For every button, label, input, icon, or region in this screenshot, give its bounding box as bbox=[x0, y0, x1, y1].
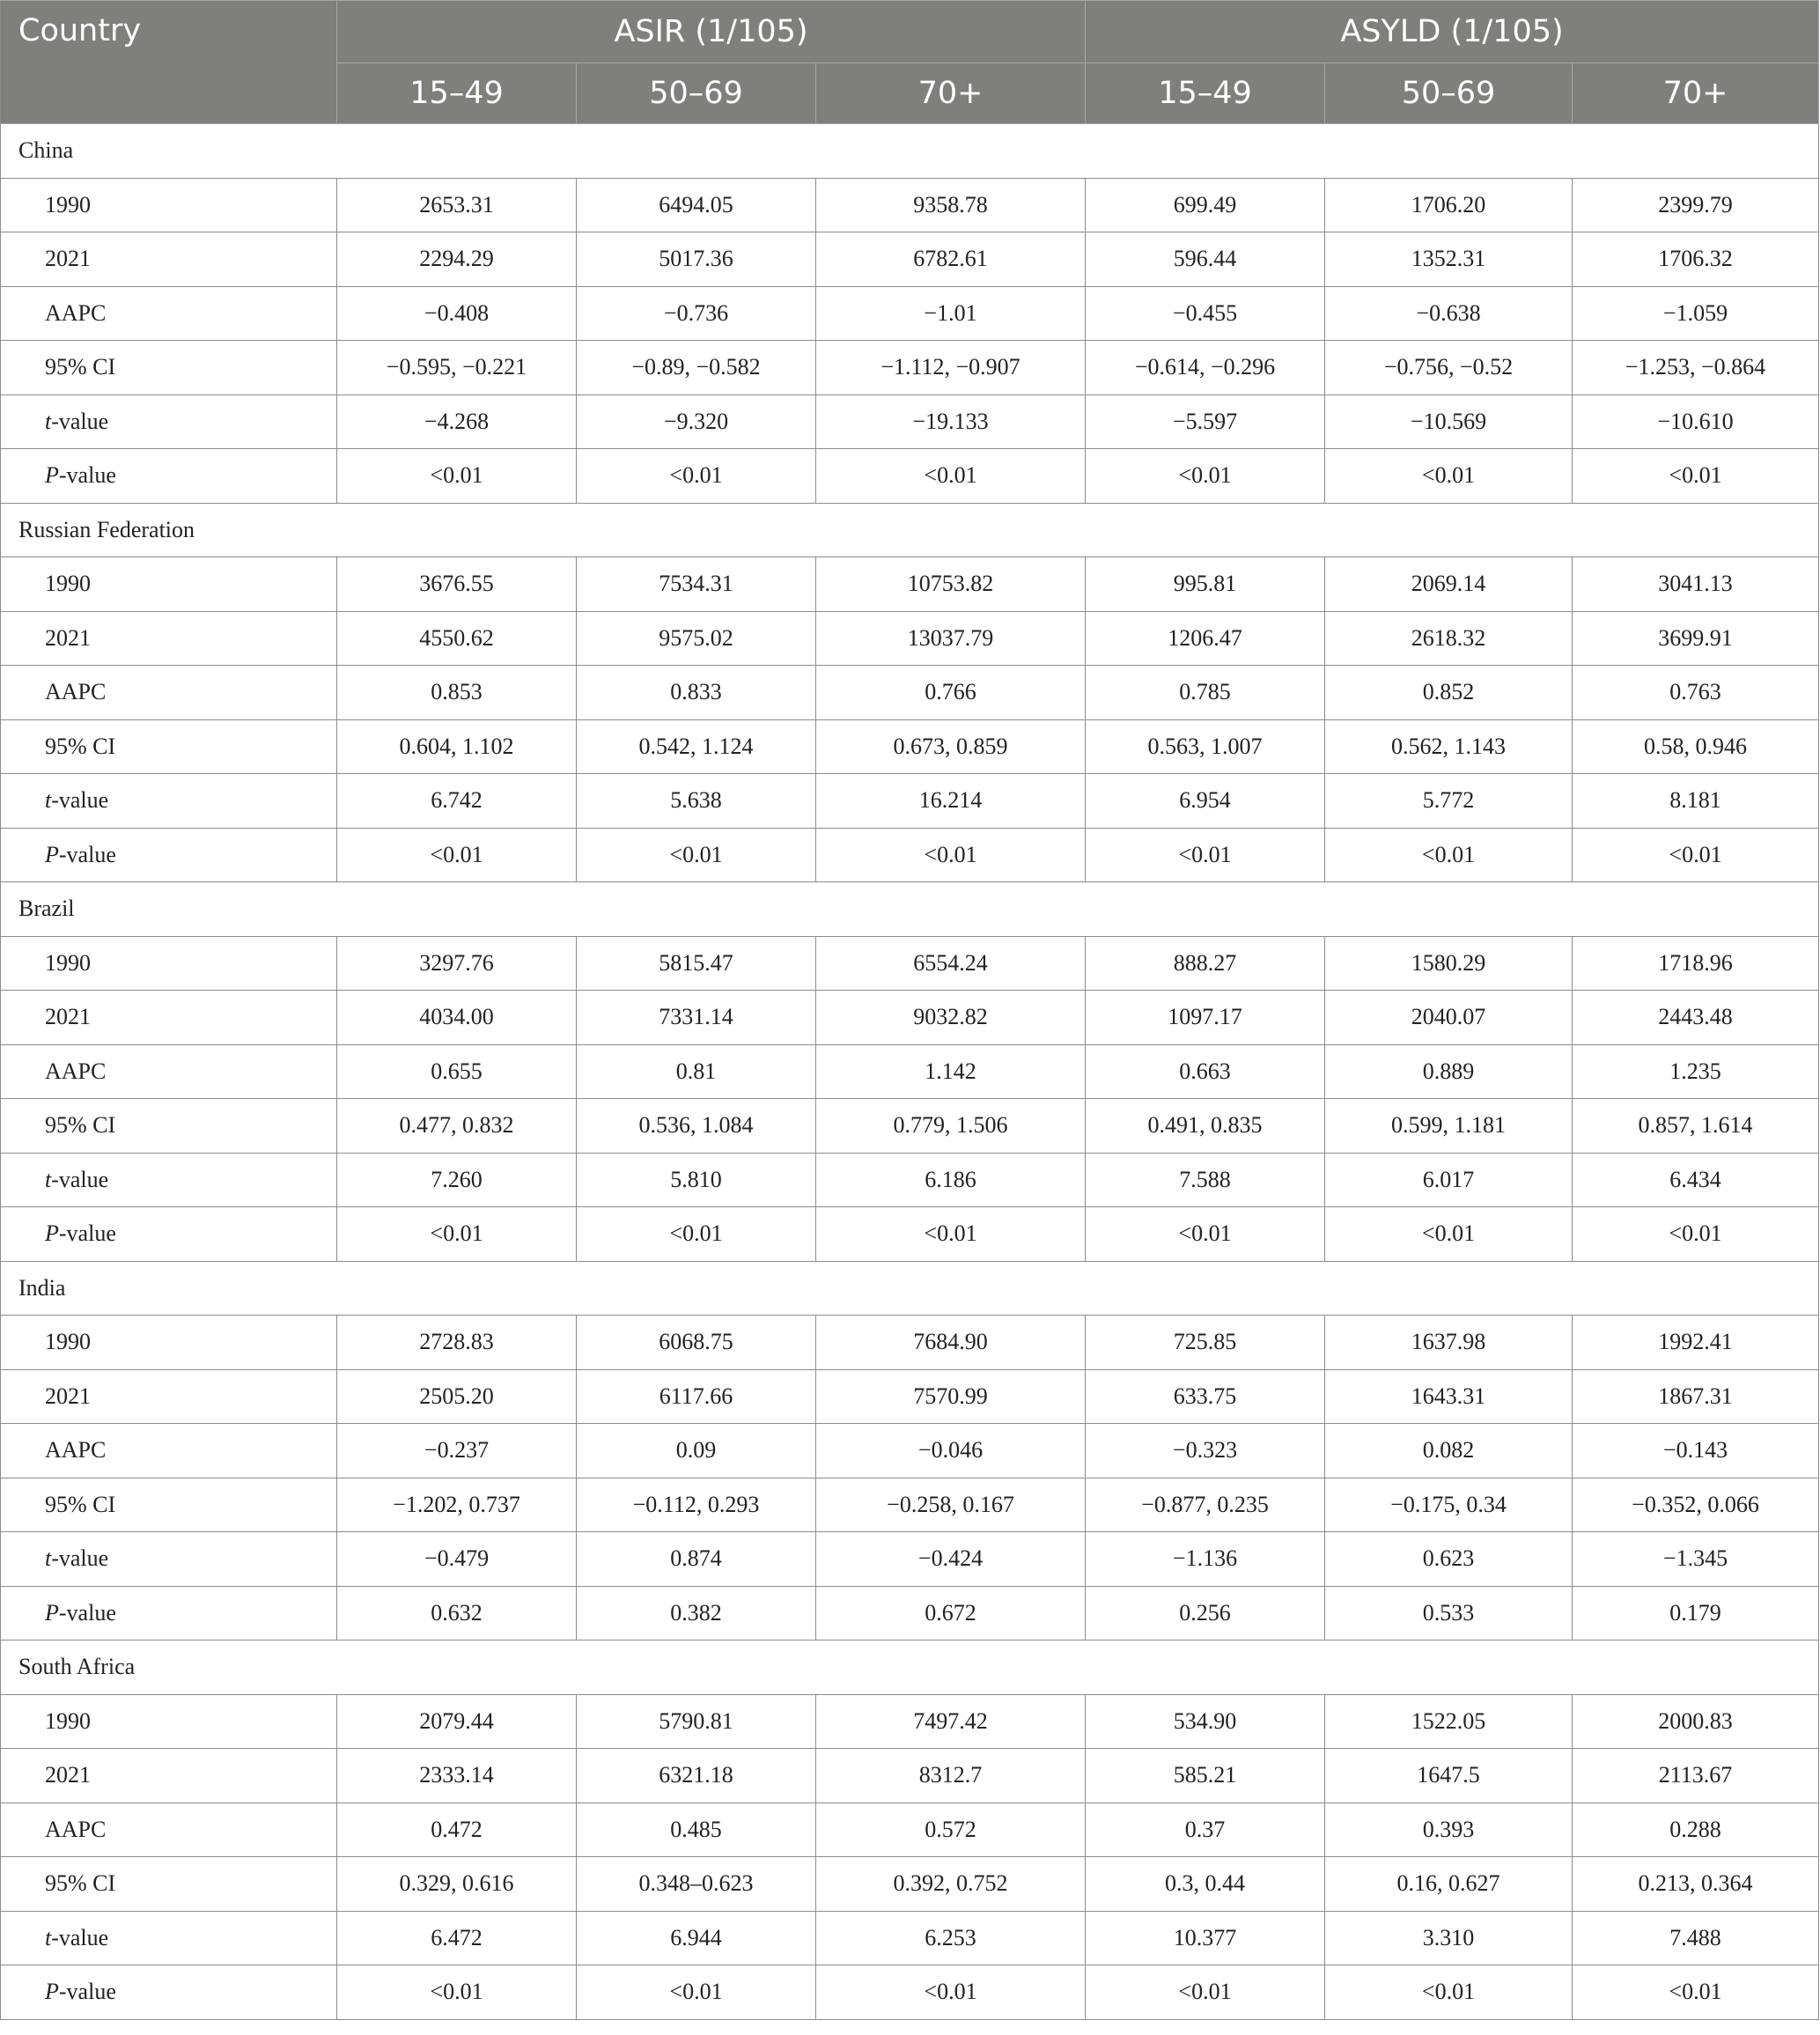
table-cell: 6.954 bbox=[1086, 774, 1325, 829]
row-label: 95% CI bbox=[1, 341, 337, 395]
country-name: Russian Federation bbox=[1, 503, 1819, 557]
table-cell: <0.01 bbox=[337, 1965, 577, 2020]
table-cell: −1.059 bbox=[1573, 286, 1819, 341]
row-label: 2021 bbox=[1, 611, 337, 666]
table-cell: 0.763 bbox=[1573, 666, 1819, 720]
table-cell: 9575.02 bbox=[577, 611, 816, 666]
row-label: 1990 bbox=[1, 178, 337, 232]
table-cell: 6554.24 bbox=[816, 936, 1086, 991]
table-cell: 1992.41 bbox=[1573, 1316, 1819, 1370]
table-cell: 5790.81 bbox=[577, 1694, 816, 1749]
table-cell: −19.133 bbox=[816, 394, 1086, 449]
table-cell: 0.37 bbox=[1086, 1803, 1325, 1857]
table-cell: −0.736 bbox=[577, 286, 816, 341]
table-cell: <0.01 bbox=[1325, 449, 1573, 504]
table-cell: 0.853 bbox=[337, 666, 577, 720]
table-cell: 8312.7 bbox=[816, 1749, 1086, 1803]
table-cell: 0.889 bbox=[1325, 1044, 1573, 1099]
table-row bbox=[1, 341, 1819, 395]
table-cell: <0.01 bbox=[577, 828, 816, 882]
table-cell: 1097.17 bbox=[1086, 991, 1325, 1045]
table-row bbox=[1, 1749, 1819, 1803]
table-cell: 4034.00 bbox=[337, 991, 577, 1045]
table-cell: 0.213, 0.364 bbox=[1573, 1857, 1819, 1912]
table-cell: −1.136 bbox=[1086, 1532, 1325, 1587]
header-age: 15–49 bbox=[1086, 63, 1325, 124]
table-cell: 6117.66 bbox=[577, 1369, 816, 1424]
row-label bbox=[1, 828, 337, 882]
table-row bbox=[1, 1857, 1819, 1912]
table-cell: 6.253 bbox=[816, 1911, 1086, 1965]
table-cell: 0.833 bbox=[577, 666, 816, 720]
table-row bbox=[1, 1316, 1819, 1370]
table-cell: 725.85 bbox=[1086, 1316, 1325, 1370]
table-cell: 0.288 bbox=[1573, 1803, 1819, 1857]
table-cell: 6.472 bbox=[337, 1911, 577, 1965]
table-cell: 2333.14 bbox=[337, 1749, 577, 1803]
table-cell: 0.393 bbox=[1325, 1803, 1573, 1857]
row-label: AAPC bbox=[1, 286, 337, 341]
table-cell: 0.562, 1.143 bbox=[1325, 719, 1573, 774]
table-cell: <0.01 bbox=[577, 449, 816, 504]
table-cell: 6782.61 bbox=[816, 232, 1086, 287]
table-cell: 2113.67 bbox=[1573, 1749, 1819, 1803]
table-cell: 2069.14 bbox=[1325, 557, 1573, 612]
table-row bbox=[1, 1694, 1819, 1749]
table-cell: 0.857, 1.614 bbox=[1573, 1099, 1819, 1154]
row-label-symbol: t bbox=[45, 1166, 52, 1192]
table-cell: <0.01 bbox=[816, 828, 1086, 882]
row-label: 1990 bbox=[1, 1694, 337, 1749]
row-label: AAPC bbox=[1, 666, 337, 720]
table-cell: 2294.29 bbox=[337, 232, 577, 287]
table-row bbox=[1, 394, 1819, 449]
row-label-symbol: t bbox=[45, 408, 52, 434]
table-cell: 0.533 bbox=[1325, 1586, 1573, 1641]
header-age: 15–49 bbox=[337, 63, 577, 124]
table-cell: 0.779, 1.506 bbox=[816, 1099, 1086, 1154]
country-name: China bbox=[1, 124, 1819, 179]
table-cell: 1522.05 bbox=[1325, 1694, 1573, 1749]
table-cell: −0.323 bbox=[1086, 1424, 1325, 1478]
table-cell: 0.16, 0.627 bbox=[1325, 1857, 1573, 1912]
header-group-asyld: ASYLD (1/105) bbox=[1086, 1, 1819, 63]
table-cell: 2040.07 bbox=[1325, 991, 1573, 1045]
table-cell: 3699.91 bbox=[1573, 611, 1819, 666]
table-cell: 0.382 bbox=[577, 1586, 816, 1641]
row-label: 1990 bbox=[1, 557, 337, 612]
row-label bbox=[1, 394, 337, 449]
table-cell: −0.143 bbox=[1573, 1424, 1819, 1478]
table-cell: 5.810 bbox=[577, 1153, 816, 1207]
table-cell: <0.01 bbox=[577, 1965, 816, 2020]
table-row bbox=[1, 449, 1819, 504]
row-label-suffix: -value bbox=[51, 408, 109, 434]
table-cell: 6.186 bbox=[816, 1153, 1086, 1207]
table-cell: 6.742 bbox=[337, 774, 577, 829]
table-cell: 0.542, 1.124 bbox=[577, 719, 816, 774]
table-cell: <0.01 bbox=[816, 1207, 1086, 1262]
table-cell: 0.599, 1.181 bbox=[1325, 1099, 1573, 1154]
table-cell: 1647.5 bbox=[1325, 1749, 1573, 1803]
country-name: India bbox=[1, 1261, 1819, 1316]
row-label-suffix: -value bbox=[58, 1979, 116, 2005]
table-cell: 3297.76 bbox=[337, 936, 577, 991]
table-cell: <0.01 bbox=[1086, 1965, 1325, 2020]
table-cell: 5.638 bbox=[577, 774, 816, 829]
row-label-suffix: -value bbox=[58, 1220, 116, 1247]
row-label: 2021 bbox=[1, 1369, 337, 1424]
table-cell: 6068.75 bbox=[577, 1316, 816, 1370]
row-label: 2021 bbox=[1, 1749, 337, 1803]
table-cell: 0.623 bbox=[1325, 1532, 1573, 1587]
table-cell: <0.01 bbox=[1086, 1207, 1325, 1262]
table-cell: −1.253, −0.864 bbox=[1573, 341, 1819, 395]
table-cell: −1.202, 0.737 bbox=[337, 1478, 577, 1532]
table-cell: 1637.98 bbox=[1325, 1316, 1573, 1370]
row-label-symbol: P bbox=[45, 462, 59, 489]
row-label bbox=[1, 774, 337, 829]
table-cell: 4550.62 bbox=[337, 611, 577, 666]
table-cell: 7.488 bbox=[1573, 1911, 1819, 1965]
table-cell: <0.01 bbox=[1573, 1207, 1819, 1262]
table-cell: 5017.36 bbox=[577, 232, 816, 287]
header-age: 50–69 bbox=[577, 63, 816, 124]
table-cell: 2618.32 bbox=[1325, 611, 1573, 666]
table-cell: −0.455 bbox=[1086, 286, 1325, 341]
table-cell: 2000.83 bbox=[1573, 1694, 1819, 1749]
table-cell: <0.01 bbox=[1573, 449, 1819, 504]
row-label: AAPC bbox=[1, 1424, 337, 1478]
table-cell: 534.90 bbox=[1086, 1694, 1325, 1749]
table-cell: 10.377 bbox=[1086, 1911, 1325, 1965]
table-cell: 0.572 bbox=[816, 1803, 1086, 1857]
table-cell: −0.638 bbox=[1325, 286, 1573, 341]
table-cell: 0.348–0.623 bbox=[577, 1857, 816, 1912]
country-row bbox=[1, 503, 1819, 557]
table-cell: −0.408 bbox=[337, 286, 577, 341]
table-cell: 1718.96 bbox=[1573, 936, 1819, 991]
table-cell: 5815.47 bbox=[577, 936, 816, 991]
table-cell: 3.310 bbox=[1325, 1911, 1573, 1965]
table-cell: −1.112, −0.907 bbox=[816, 341, 1086, 395]
row-label-symbol: P bbox=[45, 1220, 59, 1247]
table-cell: 7497.42 bbox=[816, 1694, 1086, 1749]
table-cell: 2079.44 bbox=[337, 1694, 577, 1749]
table-cell: 9358.78 bbox=[816, 178, 1086, 232]
table-cell: <0.01 bbox=[1325, 1207, 1573, 1262]
row-label: 1990 bbox=[1, 1316, 337, 1370]
table-body bbox=[1, 124, 1819, 2020]
table-cell: 1580.29 bbox=[1325, 936, 1573, 991]
table-cell: 0.655 bbox=[337, 1044, 577, 1099]
header-age: 70+ bbox=[816, 63, 1086, 124]
table-cell: −0.877, 0.235 bbox=[1086, 1478, 1325, 1532]
table-row bbox=[1, 1478, 1819, 1532]
table-cell: 13037.79 bbox=[816, 611, 1086, 666]
table-cell: −0.112, 0.293 bbox=[577, 1478, 816, 1532]
table-cell: 0.785 bbox=[1086, 666, 1325, 720]
table-cell: 0.472 bbox=[337, 1803, 577, 1857]
header-country: Country bbox=[1, 1, 337, 124]
table-cell: 0.09 bbox=[577, 1424, 816, 1478]
row-label: 95% CI bbox=[1, 1478, 337, 1532]
table-cell: 2443.48 bbox=[1573, 991, 1819, 1045]
table-cell: 0.256 bbox=[1086, 1586, 1325, 1641]
table-cell: −0.258, 0.167 bbox=[816, 1478, 1086, 1532]
table-cell: 6494.05 bbox=[577, 178, 816, 232]
table-row bbox=[1, 1369, 1819, 1424]
table-cell: 7684.90 bbox=[816, 1316, 1086, 1370]
table-cell: 585.21 bbox=[1086, 1749, 1325, 1803]
table-cell: 0.766 bbox=[816, 666, 1086, 720]
table-header bbox=[1, 1, 1819, 124]
table-row bbox=[1, 1153, 1819, 1207]
table-cell: <0.01 bbox=[816, 1965, 1086, 2020]
table-row bbox=[1, 611, 1819, 666]
table-cell: <0.01 bbox=[337, 828, 577, 882]
table-cell: 16.214 bbox=[816, 774, 1086, 829]
table-cell: 1706.20 bbox=[1325, 178, 1573, 232]
row-label: 95% CI bbox=[1, 1857, 337, 1912]
table-cell: 8.181 bbox=[1573, 774, 1819, 829]
table-cell: 0.392, 0.752 bbox=[816, 1857, 1086, 1912]
header-row-groups bbox=[1, 1, 1819, 63]
row-label: AAPC bbox=[1, 1044, 337, 1099]
table-row bbox=[1, 719, 1819, 774]
table-row bbox=[1, 666, 1819, 720]
table-cell: 0.632 bbox=[337, 1586, 577, 1641]
row-label bbox=[1, 1965, 337, 2020]
table-cell: 0.58, 0.946 bbox=[1573, 719, 1819, 774]
row-label-suffix: -value bbox=[51, 787, 109, 814]
table-row bbox=[1, 1099, 1819, 1154]
table-row bbox=[1, 286, 1819, 341]
row-label bbox=[1, 1911, 337, 1965]
table-row bbox=[1, 774, 1819, 829]
table-cell: −0.046 bbox=[816, 1424, 1086, 1478]
table-cell: 6.944 bbox=[577, 1911, 816, 1965]
table-cell: −0.614, −0.296 bbox=[1086, 341, 1325, 395]
table-cell: 1867.31 bbox=[1573, 1369, 1819, 1424]
table-cell: 7.260 bbox=[337, 1153, 577, 1207]
row-label-suffix: -value bbox=[58, 1599, 116, 1626]
table-cell: <0.01 bbox=[337, 1207, 577, 1262]
row-label bbox=[1, 1153, 337, 1207]
table-cell: <0.01 bbox=[337, 449, 577, 504]
table-cell: <0.01 bbox=[1573, 1965, 1819, 2020]
table-cell: 7.588 bbox=[1086, 1153, 1325, 1207]
table-cell: 0.672 bbox=[816, 1586, 1086, 1641]
row-label bbox=[1, 1207, 337, 1262]
table-cell: 10753.82 bbox=[816, 557, 1086, 612]
table-cell: 0.082 bbox=[1325, 1424, 1573, 1478]
table-cell: <0.01 bbox=[1086, 449, 1325, 504]
row-label-symbol: t bbox=[45, 787, 52, 814]
table-cell: 0.852 bbox=[1325, 666, 1573, 720]
row-label-suffix: -value bbox=[51, 1924, 109, 1950]
table-row bbox=[1, 1586, 1819, 1641]
table-row bbox=[1, 1207, 1819, 1262]
table-cell: 0.179 bbox=[1573, 1586, 1819, 1641]
table-cell: 2653.31 bbox=[337, 178, 577, 232]
table-cell: 7331.14 bbox=[577, 991, 816, 1045]
row-label: 95% CI bbox=[1, 1099, 337, 1154]
table-cell: 1352.31 bbox=[1325, 232, 1573, 287]
table-cell: 2505.20 bbox=[337, 1369, 577, 1424]
table-cell: −0.352, 0.066 bbox=[1573, 1478, 1819, 1532]
table-cell: 6.017 bbox=[1325, 1153, 1573, 1207]
table-row bbox=[1, 232, 1819, 287]
table-cell: 7570.99 bbox=[816, 1369, 1086, 1424]
row-label-suffix: -value bbox=[51, 1166, 109, 1192]
table-row bbox=[1, 936, 1819, 991]
table-cell: 6.434 bbox=[1573, 1153, 1819, 1207]
table-cell: 888.27 bbox=[1086, 936, 1325, 991]
table-cell: 1.142 bbox=[816, 1044, 1086, 1099]
row-label bbox=[1, 449, 337, 504]
table-row bbox=[1, 1044, 1819, 1099]
table-cell: −5.597 bbox=[1086, 394, 1325, 449]
table-cell: −10.610 bbox=[1573, 394, 1819, 449]
header-age: 70+ bbox=[1573, 63, 1819, 124]
table-cell: 0.485 bbox=[577, 1803, 816, 1857]
table-row bbox=[1, 557, 1819, 612]
table-cell: 0.477, 0.832 bbox=[337, 1099, 577, 1154]
row-label: 1990 bbox=[1, 936, 337, 991]
table-cell: −4.268 bbox=[337, 394, 577, 449]
row-label: 2021 bbox=[1, 232, 337, 287]
table-cell: 1643.31 bbox=[1325, 1369, 1573, 1424]
header-group-asir: ASIR (1/105) bbox=[337, 1, 1086, 63]
table-row bbox=[1, 1803, 1819, 1857]
table-cell: −9.320 bbox=[577, 394, 816, 449]
country-name: Brazil bbox=[1, 882, 1819, 937]
table-row bbox=[1, 1424, 1819, 1478]
row-label-suffix: -value bbox=[58, 841, 116, 867]
row-label-symbol: P bbox=[45, 1599, 59, 1626]
table-cell: 633.75 bbox=[1086, 1369, 1325, 1424]
table-row bbox=[1, 828, 1819, 882]
row-label bbox=[1, 1586, 337, 1641]
row-label: 2021 bbox=[1, 991, 337, 1045]
table-cell: 0.604, 1.102 bbox=[337, 719, 577, 774]
row-label-symbol: P bbox=[45, 841, 59, 867]
table-cell: −0.479 bbox=[337, 1532, 577, 1587]
table-cell: <0.01 bbox=[1325, 828, 1573, 882]
row-label-symbol: P bbox=[45, 1979, 59, 2005]
table-cell: 0.563, 1.007 bbox=[1086, 719, 1325, 774]
table-row bbox=[1, 178, 1819, 232]
table-cell: 0.329, 0.616 bbox=[337, 1857, 577, 1912]
table-cell: −0.595, −0.221 bbox=[337, 341, 577, 395]
table-cell: <0.01 bbox=[1325, 1965, 1573, 2020]
table-cell: 3676.55 bbox=[337, 557, 577, 612]
table-cell: <0.01 bbox=[1573, 828, 1819, 882]
table-cell: 5.772 bbox=[1325, 774, 1573, 829]
table-cell: −1.345 bbox=[1573, 1532, 1819, 1587]
table-cell: 3041.13 bbox=[1573, 557, 1819, 612]
table-cell: 0.81 bbox=[577, 1044, 816, 1099]
country-row bbox=[1, 882, 1819, 937]
row-label-symbol: t bbox=[45, 1545, 52, 1572]
table-cell: 7534.31 bbox=[577, 557, 816, 612]
table-cell: <0.01 bbox=[1086, 828, 1325, 882]
table-cell: 1206.47 bbox=[1086, 611, 1325, 666]
table-cell: −0.756, −0.52 bbox=[1325, 341, 1573, 395]
table-cell: 699.49 bbox=[1086, 178, 1325, 232]
table-row bbox=[1, 1965, 1819, 2020]
table-cell: 1706.32 bbox=[1573, 232, 1819, 287]
table-cell: −0.237 bbox=[337, 1424, 577, 1478]
country-row bbox=[1, 1641, 1819, 1695]
country-row bbox=[1, 1261, 1819, 1316]
table-cell: 2399.79 bbox=[1573, 178, 1819, 232]
table-cell: 0.491, 0.835 bbox=[1086, 1099, 1325, 1154]
table-row bbox=[1, 1911, 1819, 1965]
header-age: 50–69 bbox=[1325, 63, 1573, 124]
table-cell: 0.874 bbox=[577, 1532, 816, 1587]
table-cell: 2728.83 bbox=[337, 1316, 577, 1370]
table-cell: 9032.82 bbox=[816, 991, 1086, 1045]
table-cell: 596.44 bbox=[1086, 232, 1325, 287]
country-name: South Africa bbox=[1, 1641, 1819, 1695]
table-row bbox=[1, 1532, 1819, 1587]
table-cell: 0.536, 1.084 bbox=[577, 1099, 816, 1154]
table-cell: −10.569 bbox=[1325, 394, 1573, 449]
row-label-suffix: -value bbox=[58, 462, 116, 489]
table-cell: −0.89, −0.582 bbox=[577, 341, 816, 395]
row-label: AAPC bbox=[1, 1803, 337, 1857]
table-cell: <0.01 bbox=[577, 1207, 816, 1262]
table-cell: 1.235 bbox=[1573, 1044, 1819, 1099]
row-label: 95% CI bbox=[1, 719, 337, 774]
table-cell: 995.81 bbox=[1086, 557, 1325, 612]
table-cell: 0.663 bbox=[1086, 1044, 1325, 1099]
table-cell: −1.01 bbox=[816, 286, 1086, 341]
table-cell: −0.175, 0.34 bbox=[1325, 1478, 1573, 1532]
table-cell: 6321.18 bbox=[577, 1749, 816, 1803]
table-cell: 0.673, 0.859 bbox=[816, 719, 1086, 774]
table-row bbox=[1, 991, 1819, 1045]
row-label bbox=[1, 1532, 337, 1587]
row-label-symbol: t bbox=[45, 1924, 52, 1950]
table-cell: <0.01 bbox=[816, 449, 1086, 504]
country-row bbox=[1, 124, 1819, 179]
row-label-suffix: -value bbox=[51, 1545, 109, 1572]
table-cell: −0.424 bbox=[816, 1532, 1086, 1587]
table-cell: 0.3, 0.44 bbox=[1086, 1857, 1325, 1912]
